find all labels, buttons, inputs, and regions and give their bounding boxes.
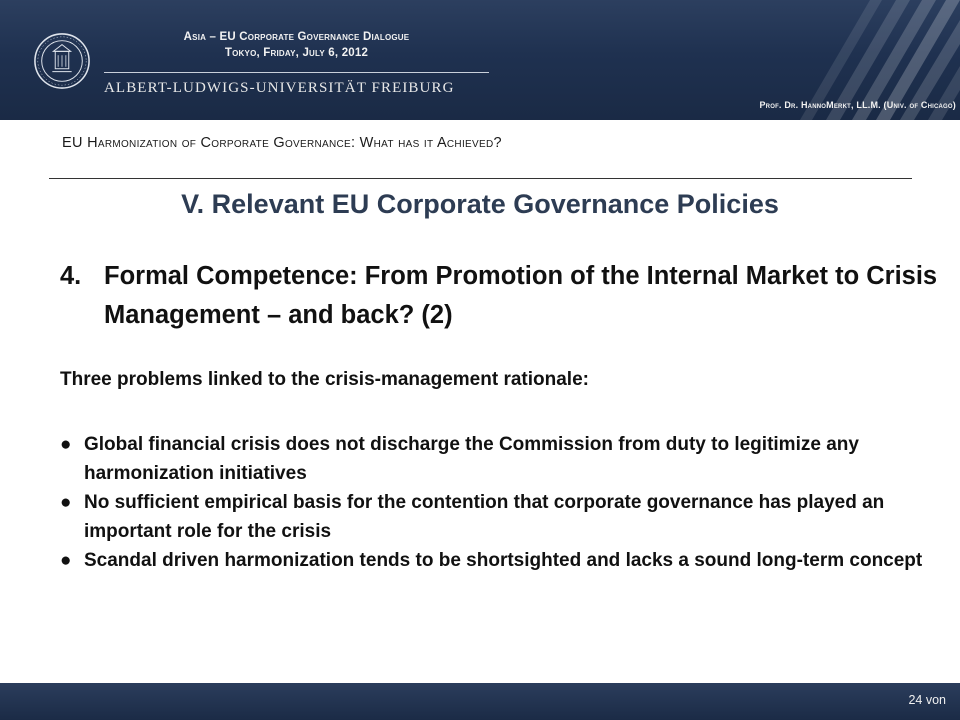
university-seal-icon	[33, 32, 91, 90]
presentation-subtitle: EU Harmonization of Corporate Governance: What has it Achieved?	[62, 135, 502, 151]
conference-title: Asia – EU Corporate Governance Dialogue	[183, 31, 410, 43]
header-band	[0, 0, 960, 120]
university-name: ALBERT-LUDWIGS-UNIVERSITÄT FREIBURG	[104, 80, 455, 96]
bullet-text: Scandal driven harmonization tends to be shortsighted and lacks a sound long-term concept	[84, 550, 923, 571]
presenter-name: Prof. Dr. HannoMerkt, LL.M. (Univ. of Chicago)	[759, 100, 956, 110]
header-divider	[104, 72, 489, 73]
subtitle-divider	[49, 178, 912, 179]
conference-info	[104, 29, 489, 61]
section-number: 4.	[60, 262, 82, 290]
intro-text: Three problems linked to the crisis-management rationale:	[60, 369, 589, 390]
section-heading-text: Formal Competence: From Promotion of the Internal Market to Crisis Management – and back? (2)	[104, 262, 938, 329]
bullet-text: No sufficient empirical basis for the contention that corporate governance has played an important role for the crisis	[84, 492, 885, 542]
footer-band	[0, 683, 960, 720]
list-item	[60, 430, 930, 488]
list-item	[60, 488, 930, 546]
bullet-icon: ●	[60, 550, 72, 571]
conference-date: Tokyo, Friday, July 6, 2012	[224, 47, 369, 59]
slide-title: V. Relevant EU Corporate Governance Policies	[181, 189, 779, 219]
bullet-text: Global financial crisis does not discharge the Commission from duty to legitimize any harmonization initiatives	[84, 434, 859, 484]
bullet-list	[60, 430, 930, 575]
list-item	[60, 546, 930, 575]
bullet-icon: ●	[60, 434, 72, 455]
bullet-icon: ●	[60, 492, 72, 513]
page-number: 24 von	[908, 693, 946, 707]
